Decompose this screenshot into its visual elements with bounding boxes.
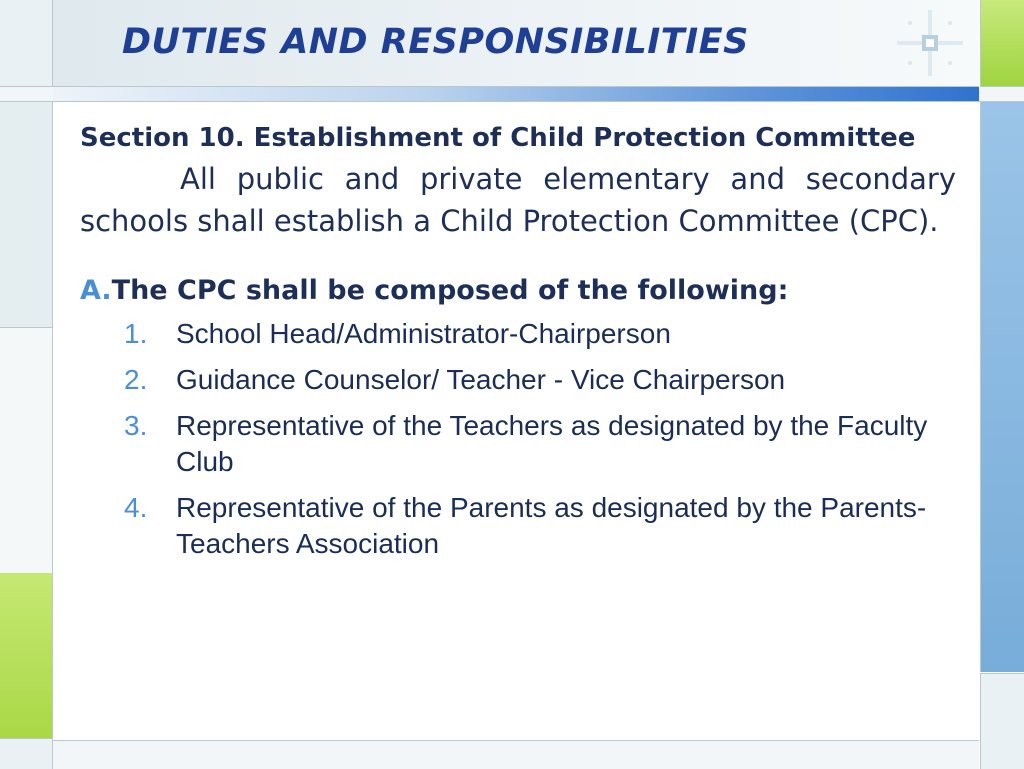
list-item-text: Representative of the Teachers as designated by the Faculty Club bbox=[176, 410, 928, 477]
frame-block-left-green bbox=[0, 573, 53, 738]
list-number: 4. bbox=[124, 492, 148, 523]
frame-block-bottom-right bbox=[980, 673, 1024, 769]
list-item bbox=[80, 490, 956, 562]
frame-block-top-left bbox=[0, 0, 53, 87]
slide-title: DUTIES AND RESPONSIBILITIES bbox=[122, 22, 749, 62]
committee-members-list bbox=[80, 316, 956, 562]
list-item bbox=[80, 316, 956, 352]
list-number: 2. bbox=[124, 364, 148, 395]
list-item-text: Guidance Counselor/ Teacher - Vice Chairperson bbox=[176, 364, 786, 395]
slide-content bbox=[80, 118, 956, 572]
list-item bbox=[80, 408, 956, 480]
frame-block-top-right-green bbox=[980, 0, 1024, 87]
list-item-text: School Head/Administrator-Chairperson bbox=[176, 318, 671, 349]
list-item bbox=[80, 362, 956, 398]
frame-block-left-1 bbox=[0, 102, 53, 328]
frame-block-bottom-left bbox=[0, 738, 53, 769]
subsection-letter: A. bbox=[80, 275, 112, 306]
list-number: 1. bbox=[124, 318, 148, 349]
section-heading: Section 10. Establishment of Child Protection Committee bbox=[80, 123, 916, 153]
sparkle-icon bbox=[895, 8, 965, 78]
intro-paragraph: All public and private elementary and secondary schools shall establish a Child Protection Committee (CPC). bbox=[80, 162, 956, 238]
blue-gradient-bar bbox=[53, 87, 979, 101]
list-number: 3. bbox=[124, 410, 148, 441]
frame-block-right-blue bbox=[980, 102, 1024, 672]
frame-block-left-2 bbox=[0, 328, 53, 573]
bottom-band bbox=[53, 740, 979, 769]
subsection-text: The CPC shall be composed of the following: bbox=[111, 275, 789, 306]
subsection-a bbox=[80, 272, 956, 310]
list-item-text: Representative of the Parents as designated by the Parents-Teachers Association bbox=[176, 492, 927, 559]
